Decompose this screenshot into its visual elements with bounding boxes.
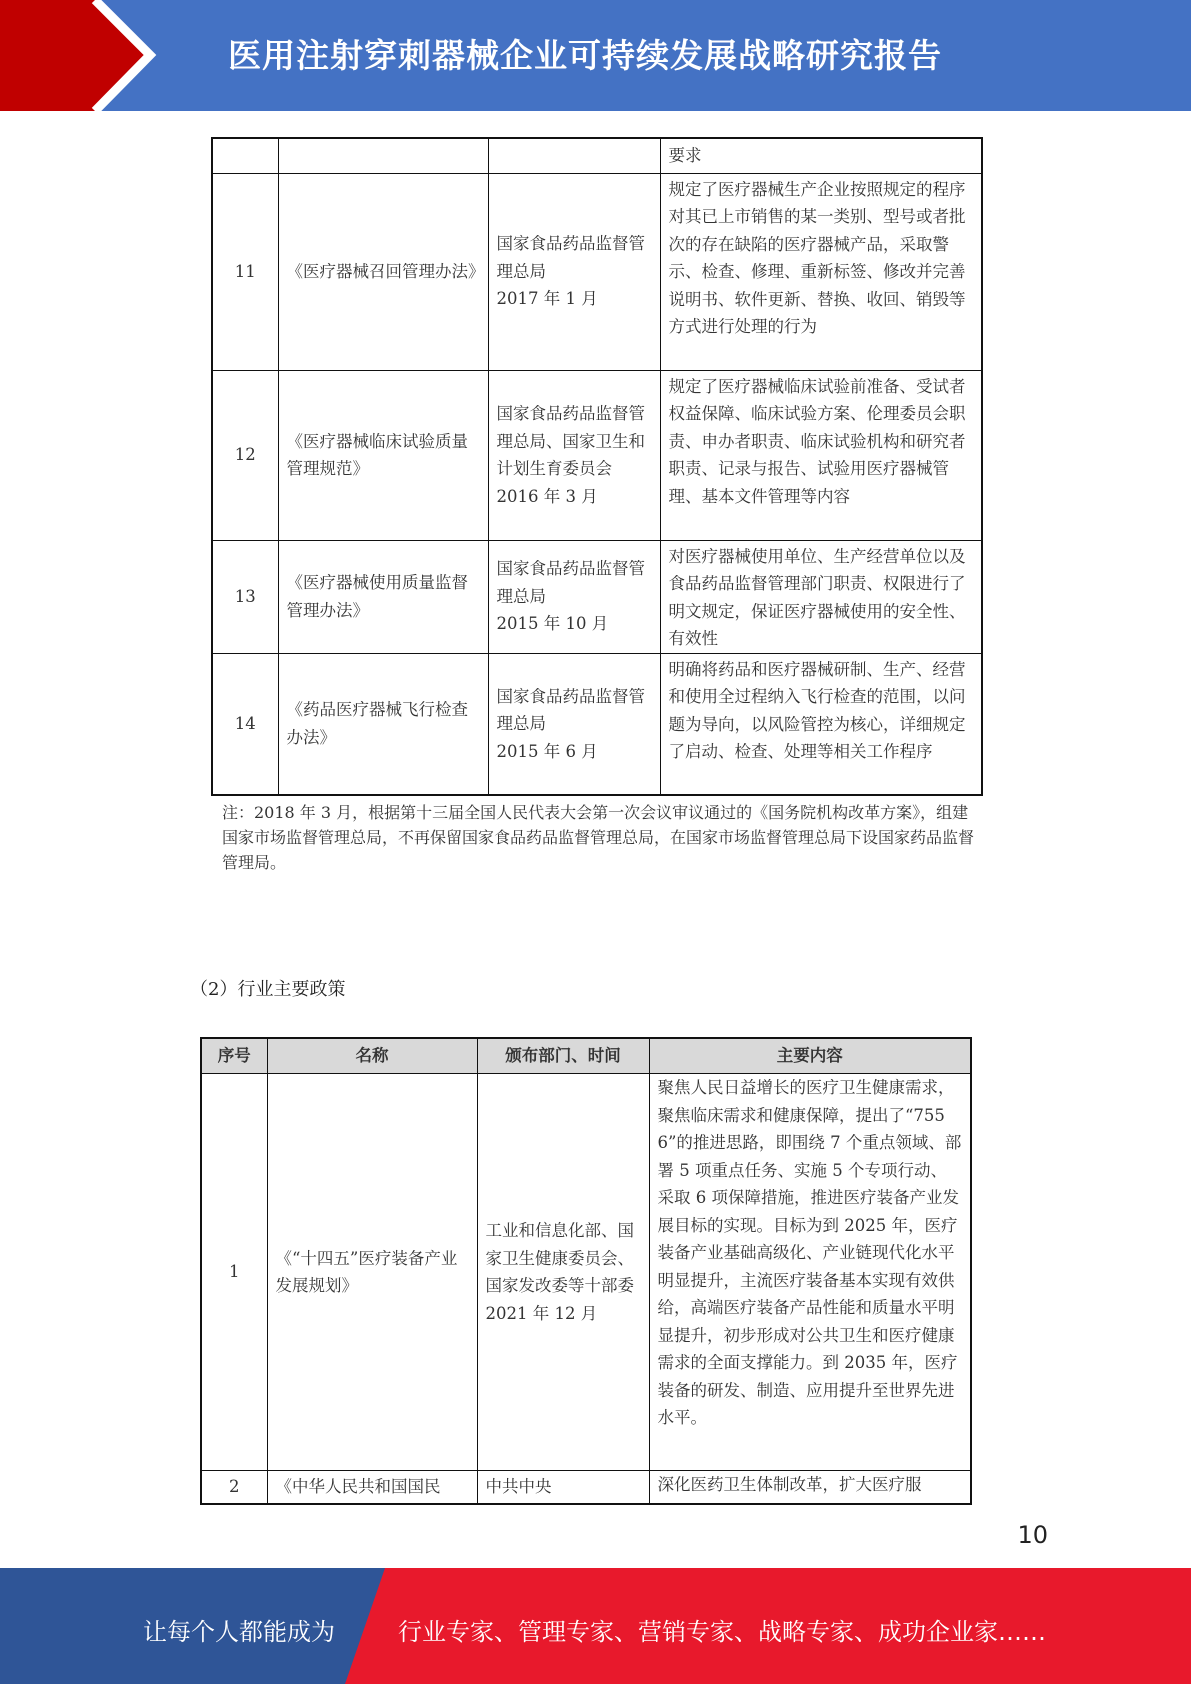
issuing-department: 国家食品药品监督管理总局、国家卫生和计划生育委员会 2016 年 3 月 bbox=[488, 370, 660, 540]
red-arrow-decoration bbox=[0, 0, 160, 111]
table-row bbox=[212, 138, 982, 173]
policy-content: 深化医药卫生体制改革，扩大医疗服 bbox=[649, 1471, 971, 1504]
column-header: 主要内容 bbox=[649, 1038, 971, 1074]
table-row bbox=[201, 1074, 971, 1471]
page-header-band bbox=[0, 0, 1191, 111]
regulation-name: 《医疗器械召回管理办法》 bbox=[278, 173, 488, 370]
policy-name: 《“十四五”医疗装备产业发展规划》 bbox=[267, 1074, 477, 1471]
table-cell bbox=[212, 138, 278, 173]
regulation-name: 《医疗器械使用质量监督管理办法》 bbox=[278, 540, 488, 653]
table-row bbox=[212, 540, 982, 653]
policy-name: 《中华人民共和国国民 bbox=[267, 1471, 477, 1504]
table-footnote: 注：2018 年 3 月，根据第十三届全国人民代表大会第一次会议审议通过的《国务院机构改革方案》，组建国家市场监督管理总局，不再保留国家食品药品监督管理总局，在国家市场监督管理总局下设国家药品监督管理局。 bbox=[222, 803, 975, 872]
column-header: 序号 bbox=[201, 1038, 267, 1074]
regulations-table bbox=[211, 137, 983, 796]
regulation-requirement: 对医疗器械使用单位、生产经营单位以及食品药品监督管理部门职责、权限进行了明文规定，保证医疗器械使用的安全性、有效性 bbox=[660, 540, 982, 653]
footer-slogan-left: 让每个人都能成为 bbox=[143, 1618, 335, 1646]
regulation-name: 《医疗器械临床试验质量管理规范》 bbox=[278, 370, 488, 540]
row-number: 1 bbox=[201, 1074, 267, 1471]
table-row bbox=[212, 653, 982, 795]
table-header-row bbox=[201, 1038, 971, 1074]
issuing-department: 国家食品药品监督管理总局 2017 年 1 月 bbox=[488, 173, 660, 370]
row-number: 13 bbox=[212, 540, 278, 653]
report-title: 医用注射穿刺器械企业可持续发展战略研究报告 bbox=[228, 36, 942, 75]
column-header: 名称 bbox=[267, 1038, 477, 1074]
table-cell: 要求 bbox=[660, 138, 982, 173]
table-row bbox=[212, 173, 982, 370]
regulation-name: 《药品医疗器械飞行检查办法》 bbox=[278, 653, 488, 795]
table-row bbox=[212, 370, 982, 540]
issuing-department: 国家食品药品监督管理总局 2015 年 6 月 bbox=[488, 653, 660, 795]
issuing-department: 工业和信息化部、国家卫生健康委员会、国家发改委等十部委 2021 年 12 月 bbox=[477, 1074, 649, 1471]
page-number: 10 bbox=[1017, 1521, 1048, 1549]
table-cell bbox=[278, 138, 488, 173]
section-heading: （2）行业主要政策 bbox=[190, 979, 346, 1000]
table-row bbox=[201, 1471, 971, 1504]
row-number: 12 bbox=[212, 370, 278, 540]
policies-table bbox=[200, 1037, 972, 1505]
column-header: 颁布部门、时间 bbox=[477, 1038, 649, 1074]
regulation-requirement: 规定了医疗器械生产企业按照规定的程序对其已上市销售的某一类别、型号或者批次的存在缺陷的医疗器械产品，采取警示、检查、修理、重新标签、修改并完善说明书、软件更新、替换、收回、销毁等方式进行处理的行为 bbox=[660, 173, 982, 370]
footer-slogan-right: 行业专家、管理专家、营销专家、战略专家、成功企业家…… bbox=[398, 1618, 1046, 1646]
policy-content: 聚焦人民日益增长的医疗卫生健康需求，聚焦临床需求和健康保障，提出了“7556”的推进思路，即围绕 7 个重点领域、部署 5 项重点任务、实施 5 个专项行动、采取 6 项保障措施，推进医疗装备产业发展目标的实现。目标为到 2025 年，医疗装备产业基础高级化、产业链现代化水平明显提升，主流医疗装备基本实现有效供给，高端医疗装备产品性能和质量水平明显提升，初步形成对公共卫生和医疗健康需求的全面支撑能力。到 2035 年，医疗装备的研发、制造、应用提升至世界先进水平。 bbox=[649, 1074, 971, 1471]
row-number: 14 bbox=[212, 653, 278, 795]
page-footer-band bbox=[0, 1568, 1191, 1684]
issuing-department: 中共中央 bbox=[477, 1471, 649, 1504]
row-number: 11 bbox=[212, 173, 278, 370]
issuing-department: 国家食品药品监督管理总局 2015 年 10 月 bbox=[488, 540, 660, 653]
row-number: 2 bbox=[201, 1471, 267, 1504]
regulation-requirement: 规定了医疗器械临床试验前准备、受试者权益保障、临床试验方案、伦理委员会职责、申办者职责、临床试验机构和研究者职责、记录与报告、试验用医疗器械管理、基本文件管理等内容 bbox=[660, 370, 982, 540]
table-cell bbox=[488, 138, 660, 173]
regulation-requirement: 明确将药品和医疗器械研制、生产、经营和使用全过程纳入飞行检查的范围，以问题为导向，以风险管控为核心，详细规定了启动、检查、处理等相关工作程序 bbox=[660, 653, 982, 795]
